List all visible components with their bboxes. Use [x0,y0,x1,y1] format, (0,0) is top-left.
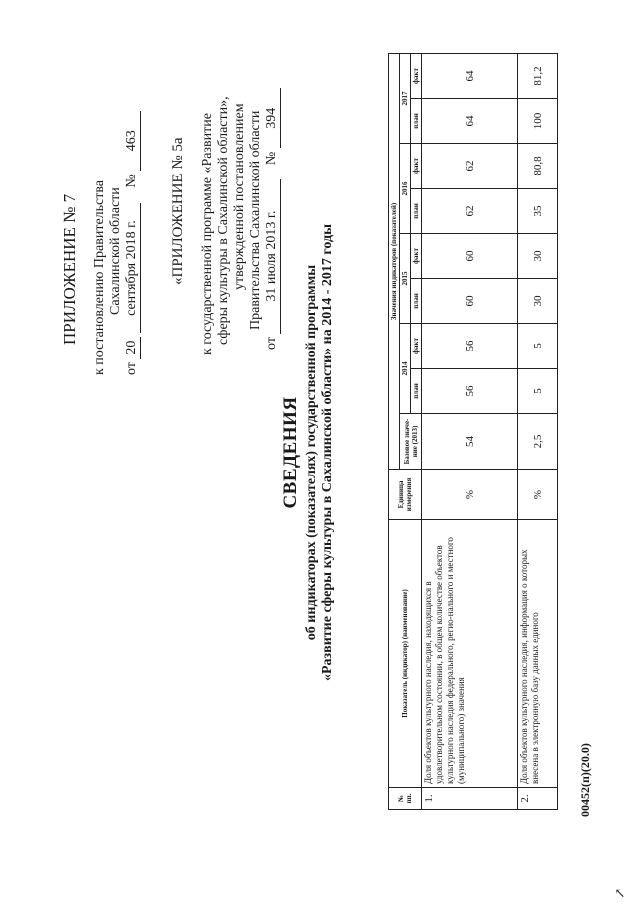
appendix-5a-line1: к государственной программе «Развитие [200,113,215,355]
row-value-2014-fact: 5 [518,324,558,369]
row-value-2016-plan: 62 [422,189,518,234]
row-value-2017-plan: 64 [422,99,518,144]
row-value-2014-plan: 56 [422,369,518,414]
row-unit: % [518,470,558,520]
header-plan: план [411,279,422,324]
row-value-2014-fact: 56 [422,324,518,369]
row-indicator-name: Доля объектов культурного наследия, информация о которых внесена в электронную базу данных единого [518,520,558,788]
header-fact: факт [411,144,422,189]
row-value-2016-plan: 35 [518,189,558,234]
header-year-2015: 2015 [400,234,411,324]
row-value-2014-plan: 5 [518,369,558,414]
header-plan: план [411,369,422,414]
header-year-2016: 2016 [400,144,411,234]
row-value-2015-fact: 60 [422,234,518,279]
header-year-2017: 2017 [400,54,411,144]
appendix-5a-line4: Правительства Сахалинской области [248,110,263,330]
appendix-5a-line3: утвержденной постановлением [232,103,247,290]
appendix-7-date-line [124,111,141,375]
appendix-5a-title: «ПРИЛОЖЕНИЕ № 5а [170,137,186,285]
row-value-2017-fact: 64 [422,54,518,99]
row-unit: % [422,470,518,520]
table-row [518,54,558,810]
row-base-value: 54 [422,414,518,470]
appendix-7-num-value: 463 [124,111,141,171]
table-row [422,54,518,810]
document-title-block [280,0,336,905]
header-num: № пп. [389,788,422,810]
row-value-2017-fact: 81,2 [518,54,558,99]
appendix-5a-from-label: от [264,337,279,350]
header-fact: факт [411,324,422,369]
row-indicator-name: Доля объектов культурного наследия, находящихся в удовлетворительном состоянии, в общем количестве объектов культурного наследия федерального, регио-нального и местного (муниципального) значения [422,520,518,788]
header-values-group: Значения индикаторов (показателей) [389,54,400,470]
header-fact: факт [411,54,422,99]
row-value-2015-fact: 30 [518,234,558,279]
header-base: Базовое значе-ние (2013) [400,414,422,470]
appendix-5a-line2: сферы культуры в Сахалинской области», [216,96,231,345]
row-value-2017-plan: 100 [518,99,558,144]
row-value-2016-fact: 80,8 [518,144,558,189]
appendix-7-line2: Сахалинской области [108,187,123,315]
document-title: СВЕДЕНИЯ [280,396,301,509]
document-footer-code: 00452(п)(20.0) [578,743,592,817]
appendix-7-num-label: № [124,174,139,188]
appendix-7-title: ПРИЛОЖЕНИЕ № 7 [60,193,79,345]
corner-mark: ↖ [614,885,626,901]
table-header-row-1 [389,54,400,810]
indicators-table [388,53,558,810]
appendix-7-date-day: 20 [124,337,141,359]
document-subtitle-line1: об индикаторах (показателях) государственной программы [304,264,319,641]
header-plan: план [411,189,422,234]
row-value-2015-plan: 60 [422,279,518,324]
appendix-7-from-label: от [124,362,139,375]
appendix-5a-date-value: 31 июля 2013 г. [264,179,281,334]
row-base-value: 2,5 [518,414,558,470]
header-unit: Единица измерения [389,470,422,520]
header-plan: план [411,99,422,144]
appendix-5a-num-label: № [264,151,279,166]
row-num: 1. [422,788,518,810]
header-name: Показатель (индикатор) (наименование) [389,520,422,788]
appendix-7-date-month-year: сентября 2018 г. [124,203,141,333]
row-value-2016-fact: 62 [422,144,518,189]
header-fact: факт [411,234,422,279]
row-num: 2. [518,788,558,810]
row-value-2015-plan: 30 [518,279,558,324]
appendix-5a-date-line [264,88,281,350]
appendix-5a-num-value: 394 [264,88,281,148]
appendix-7-line1: к постановлению Правительства [92,179,107,375]
document-subtitle-line2: «Развитие сферы культуры в Сахалинской области» на 2014 - 2017 годы [320,223,335,682]
header-year-2014: 2014 [400,324,411,414]
